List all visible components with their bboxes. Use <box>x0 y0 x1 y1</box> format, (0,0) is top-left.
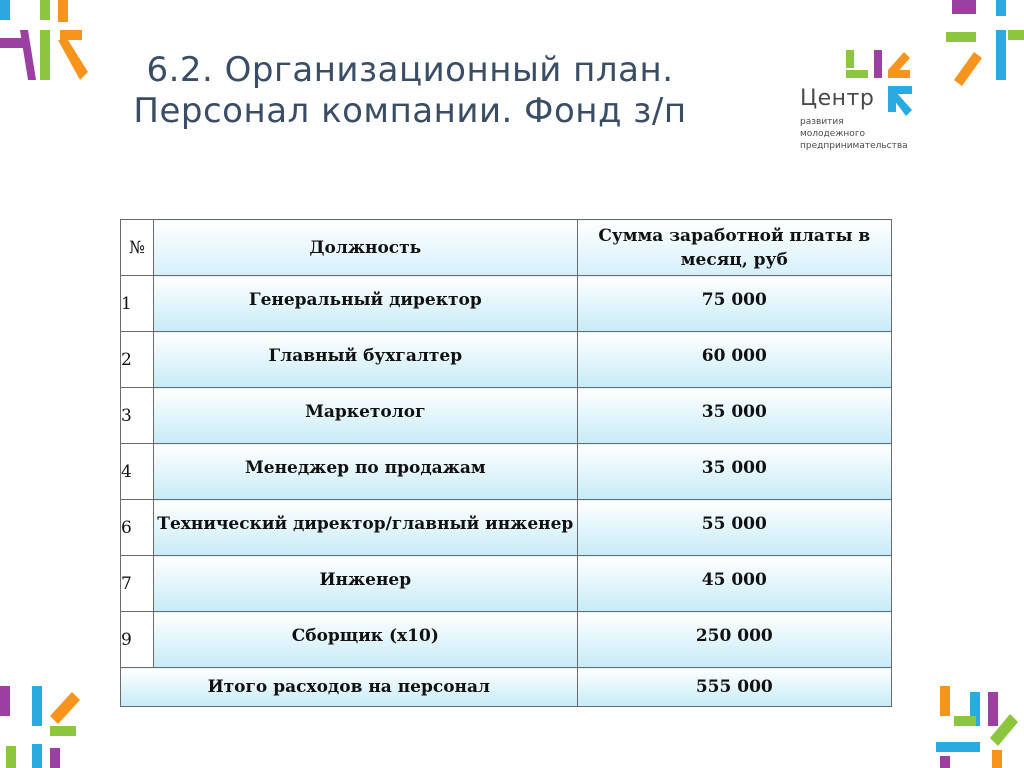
page-title <box>100 50 720 132</box>
logo <box>800 86 908 152</box>
table-header-row <box>121 220 892 276</box>
header-salary: Сумма заработной платы в месяц, руб <box>577 220 891 276</box>
row-salary: 60 000 <box>577 332 891 388</box>
logo-subtitle <box>800 116 908 152</box>
row-position: Генеральный директор <box>154 276 578 332</box>
title-line-2: Персонал компании. Фонд з/п <box>133 91 687 131</box>
header-position: Должность <box>154 220 578 276</box>
row-position: Сборщик (х10) <box>154 612 578 668</box>
corner-arrows-bottom-right-icon <box>930 686 1024 768</box>
row-num: 7 <box>121 556 154 612</box>
table-row <box>121 388 892 444</box>
row-position: Менеджер по продажам <box>154 444 578 500</box>
row-position: Главный бухгалтер <box>154 332 578 388</box>
title-line-1: 6.2. Организационный план. <box>146 50 674 90</box>
row-salary: 250 000 <box>577 612 891 668</box>
corner-arrows-top-right-icon <box>946 0 1024 90</box>
logo-name: Центр <box>800 86 875 111</box>
logo-sub-line-3: предпринимательства <box>800 141 908 151</box>
row-position: Инженер <box>154 556 578 612</box>
row-salary: 55 000 <box>577 500 891 556</box>
row-salary: 35 000 <box>577 388 891 444</box>
table-row <box>121 556 892 612</box>
row-salary: 45 000 <box>577 556 891 612</box>
staff-salary-table <box>120 219 892 707</box>
table-total-row <box>121 668 892 707</box>
corner-arrows-bottom-left-icon <box>0 686 90 768</box>
row-num: 4 <box>121 444 154 500</box>
row-position: Маркетолог <box>154 388 578 444</box>
row-num: 6 <box>121 500 154 556</box>
row-position: Технический директор/главный инженер <box>154 500 578 556</box>
table-row <box>121 612 892 668</box>
table-row <box>121 444 892 500</box>
corner-arrows-top-left-icon <box>0 0 100 90</box>
row-num: 9 <box>121 612 154 668</box>
table-row <box>121 276 892 332</box>
table-row <box>121 332 892 388</box>
logo-sub-line-2: молодежного <box>800 129 866 139</box>
row-num: 2 <box>121 332 154 388</box>
row-salary: 35 000 <box>577 444 891 500</box>
table-row <box>121 500 892 556</box>
row-num: 3 <box>121 388 154 444</box>
total-label: Итого расходов на персонал <box>121 668 578 707</box>
row-num: 1 <box>121 276 154 332</box>
header-num: № <box>121 220 154 276</box>
row-salary: 75 000 <box>577 276 891 332</box>
logo-sub-line-1: развития <box>800 117 844 127</box>
total-salary: 555 000 <box>577 668 891 707</box>
